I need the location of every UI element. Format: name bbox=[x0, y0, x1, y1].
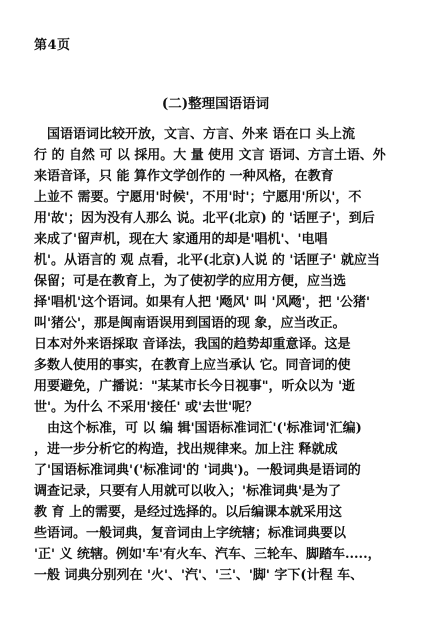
section-title: (二)整理国语语词 bbox=[161, 96, 270, 112]
text-line: 多数人使用的事实，在教育上应当承认 它。同音词的使 bbox=[34, 358, 351, 373]
text-line: 国语语词比较开放，文言、方言、外来 语在口 头上流 bbox=[34, 127, 356, 142]
page-number: 第4页 bbox=[34, 38, 71, 53]
text-line: 教 育 上的需要，是经过选择的。以后编课本就采用这 bbox=[34, 505, 343, 520]
text-line: 保留；可是在教育上，为了使初学的应用方便，应当选 bbox=[34, 274, 347, 289]
text-line: 由这个标准，可 以 编 辑'国语标准词汇'('标准词'汇编) bbox=[34, 421, 362, 436]
text-line: 用'故'；因为没有人那么 说。北平(北京) 的 '话匣子'，到后 bbox=[34, 211, 375, 226]
text-line: 上並不 需要。宁愿用'时候'，不用'时'；宁愿用'所以'，不 bbox=[34, 190, 362, 205]
text-line: 了'国语标准词典'('标准词'的 '词典')。一般词典是语词的 bbox=[34, 463, 361, 478]
text-line: 择'唱机'这个语词。如果有人把 '飏风' 叫 '风飏'，把 '公猪' bbox=[34, 295, 370, 310]
text-line: '正' 义 统辖。例如'车'有火车、汽车、三轮车、脚踏车.....， bbox=[34, 547, 381, 562]
text-line: 机'。从语言的 观 点看，北平(北京)人说 的 '话匣子' 就应当 bbox=[34, 253, 380, 268]
text-line: 日本对外来语採取 音译法，我国的趋势却重意译。这是 bbox=[34, 337, 351, 352]
text-line: 调查记录，只要有人用就可以收入；'标准词典'是为了 bbox=[34, 484, 341, 499]
text-line: ，进一步分析它的构造，找出规律来。加上注 释就成 bbox=[34, 442, 338, 457]
text-line: 来成了'留声机，现在大 家通用的却是'唱机'、'电唱 bbox=[34, 232, 328, 247]
text-line: 些语词。一般词典，复音词由上字统辖；标准词典要以 bbox=[34, 526, 347, 541]
text-line: 用要避免，广播说："某某市长今日视事"，听众以为 '逝 bbox=[34, 379, 356, 394]
text-line: 世'。为什么 不采用'接任' 或'去世'呢？ bbox=[34, 400, 258, 415]
text-line: 叫'猪公'，那是闽南语误用到国语的现 象，应当改正。 bbox=[34, 316, 346, 331]
text-line: 来语音译，只 能 算作文学创作的 一种风格，在教育 bbox=[34, 169, 334, 184]
text-line: 一般 词典分别列在 '火'、'汽'、'三'、'脚' 字下(计程 车、 bbox=[34, 568, 364, 583]
text-line: 行 的 自然 可 以 採用。大 量 使用 文言 语词、方言土语、外 bbox=[34, 148, 386, 163]
